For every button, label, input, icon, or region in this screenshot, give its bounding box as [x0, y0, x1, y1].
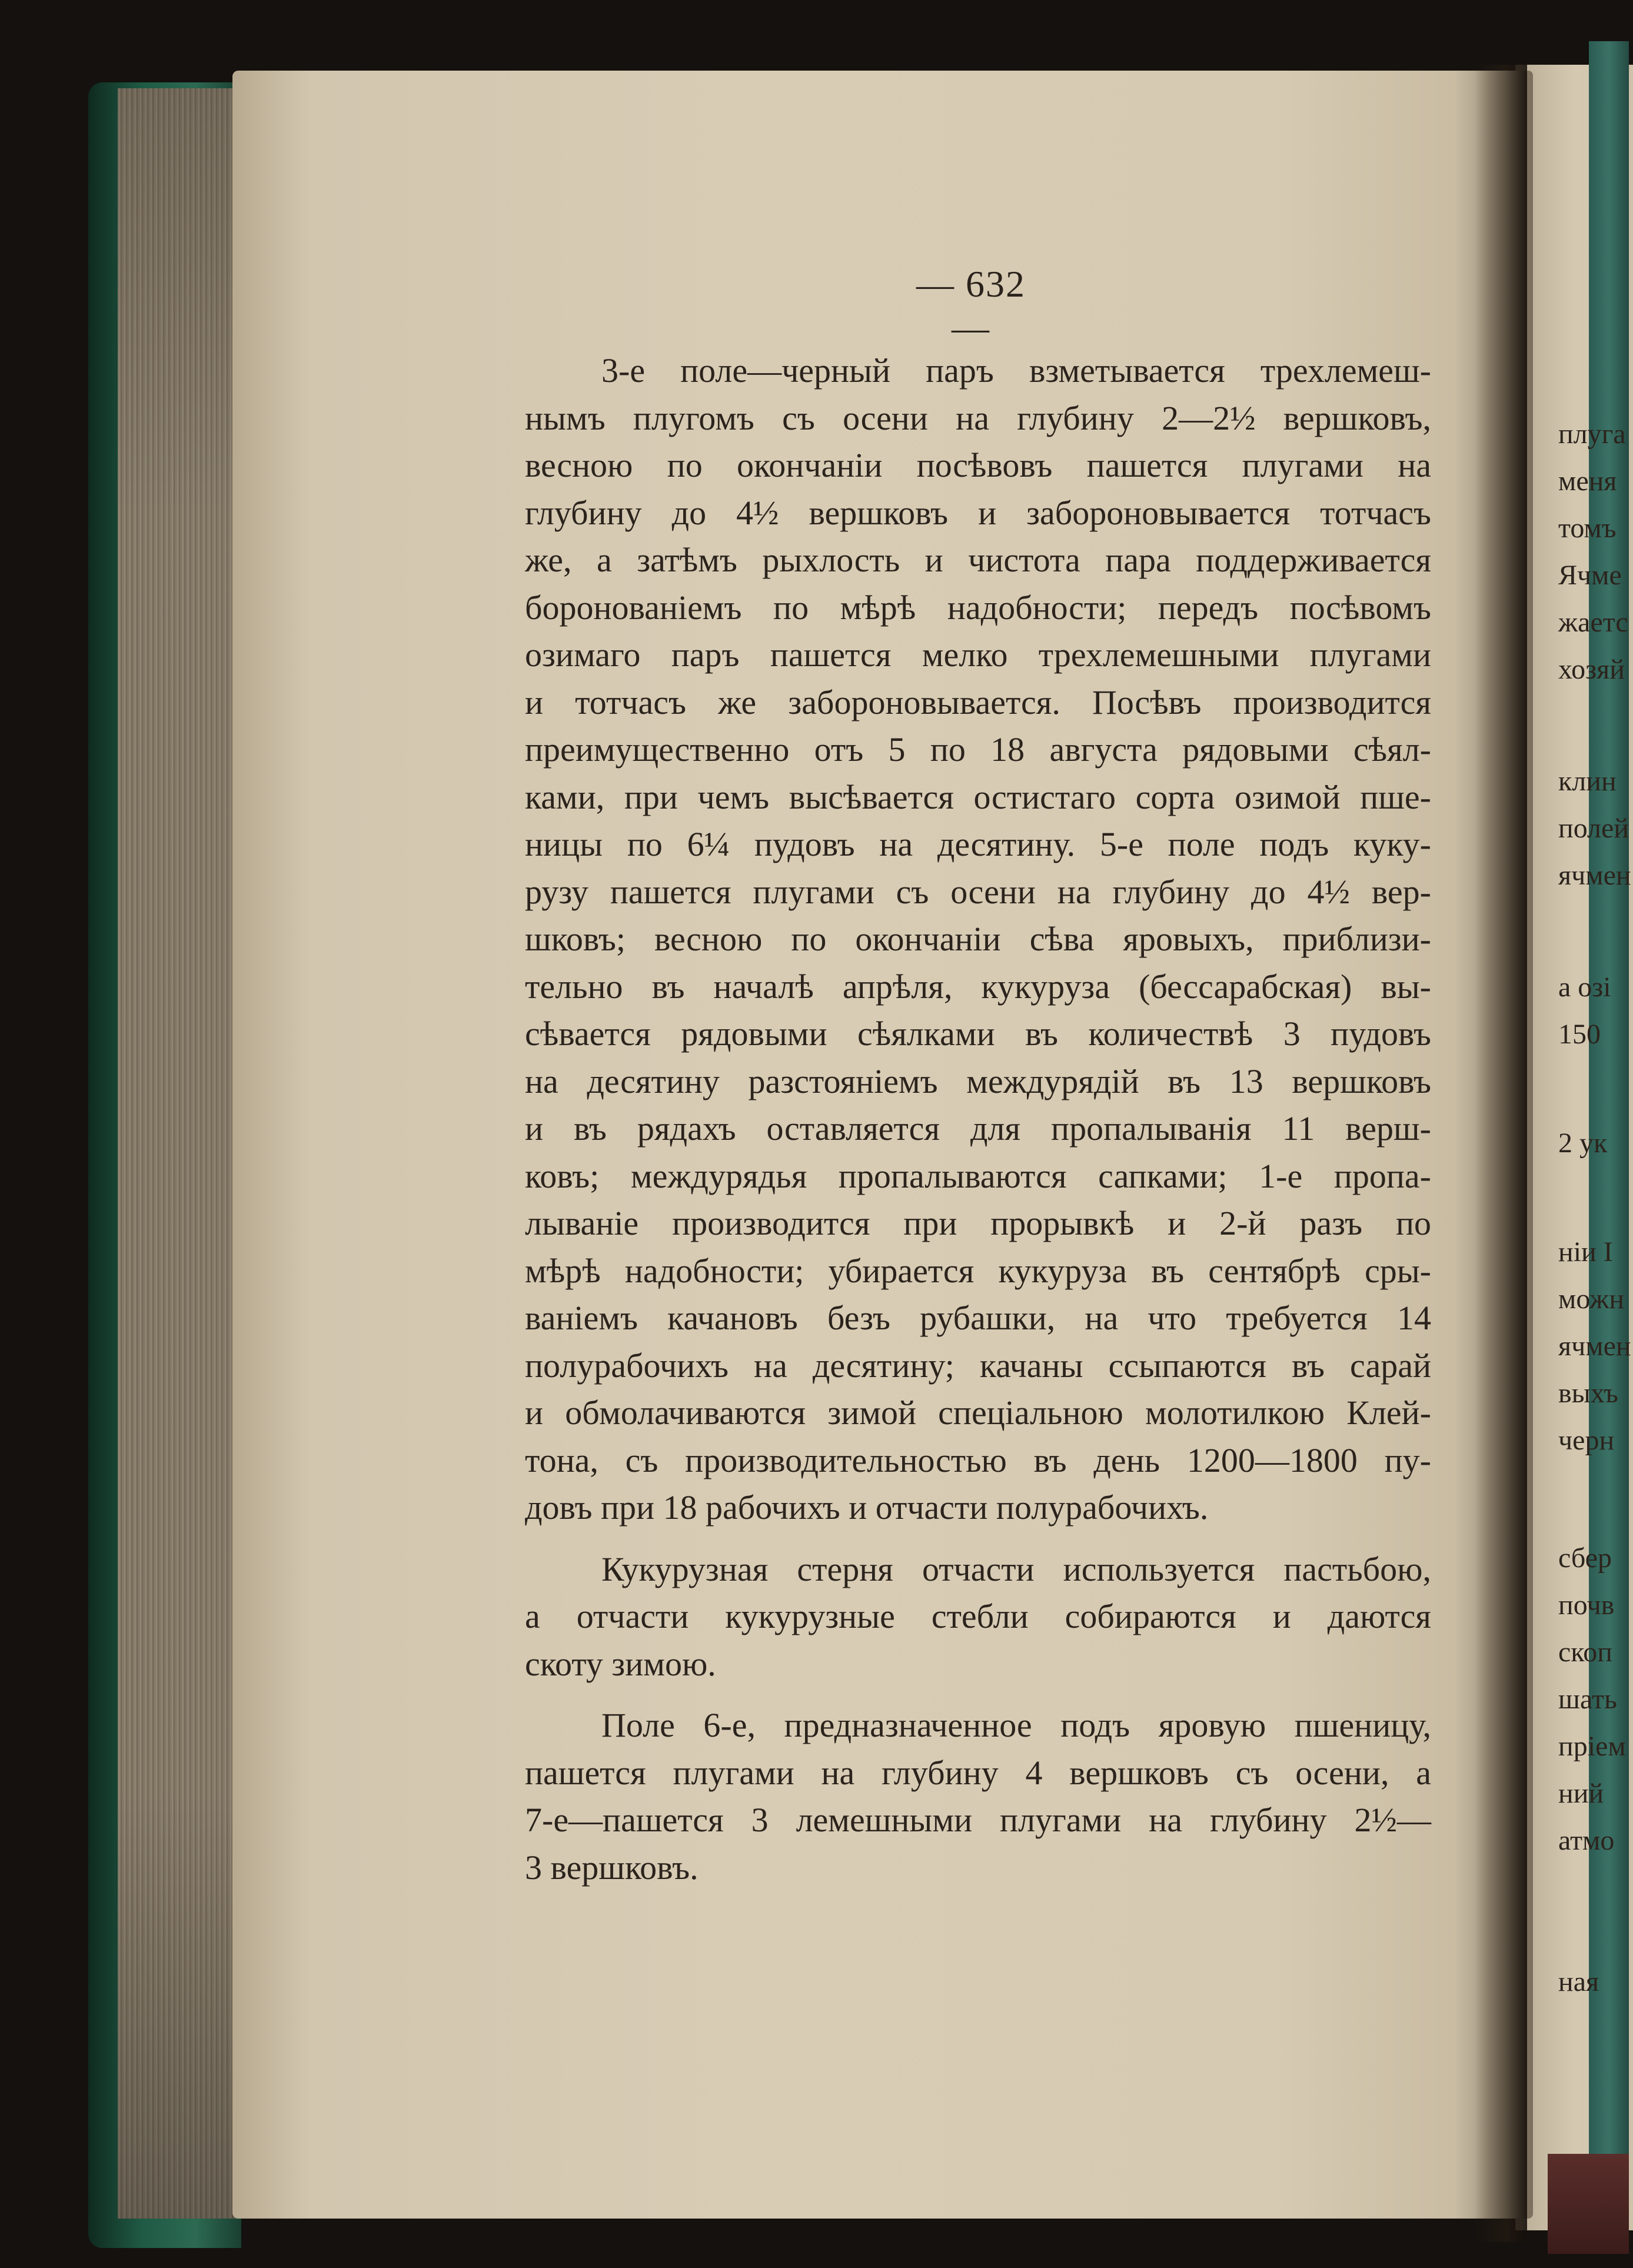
- text-line: и въ рядахъ оставляется для пропалыванiя 11 верш-: [525, 1109, 1431, 1148]
- next-page-text-fragment: сбер: [1558, 1542, 1612, 1574]
- text-line: шковъ; весною по окончанiи сѣва яровыхъ, приблизи-: [525, 920, 1431, 958]
- next-page-text-fragment: ний: [1558, 1778, 1604, 1809]
- text-line: 3 вершковъ.: [525, 1848, 699, 1887]
- next-page-text-fragment: выхъ: [1558, 1378, 1618, 1409]
- next-page-text-fragment: а озі: [1558, 972, 1611, 1003]
- next-page-text-fragment: ячмен: [1558, 1331, 1631, 1362]
- next-page-text-fragment: меня: [1558, 465, 1617, 497]
- text-line: ковъ; междурядья пропалываются сапками; 1-е пропа-: [525, 1156, 1431, 1195]
- page-edges: [118, 88, 247, 2219]
- text-line: ницы по 6¼ пудовъ на десятину. 5-е поле подъ куку-: [525, 825, 1431, 863]
- next-page-text-fragment: черн: [1558, 1425, 1615, 1456]
- text-line: на десятину разстоянiемъ междурядiй въ 13 вершковъ: [525, 1062, 1431, 1100]
- text-line: пашется плугами на глубину 4 вершковъ съ осени, а: [525, 1753, 1431, 1792]
- next-page-text-fragment: плуга: [1558, 418, 1626, 450]
- text-line: тельно въ началѣ апрѣля, кукуруза (бессарабская) вы-: [525, 967, 1431, 1006]
- text-line: Кукурузная стерня отчасти используется пастьбою,: [601, 1549, 1431, 1588]
- paragraph-gap: [525, 1532, 1431, 1546]
- text-line: довъ при 18 рабочихъ и отчасти полурабочихъ.: [525, 1488, 1209, 1527]
- page-body-text: [525, 347, 1431, 1891]
- next-page-text-fragment: 150: [1558, 1019, 1601, 1050]
- next-page-text-fragment: хозяй: [1558, 654, 1625, 685]
- next-page-text-fragment: Ячме: [1558, 560, 1622, 591]
- next-page-text: [1554, 0, 1631, 2268]
- text-line: преимущественно отъ 5 по 18 августа рядовыми сѣял-: [525, 730, 1431, 769]
- next-page-text-fragment: скоп: [1558, 1637, 1612, 1668]
- text-line: ками, при чемъ высѣвается остистаго сорта озимой пше-: [525, 777, 1431, 816]
- text-line: весною по окончанiи посѣвовъ пашется плугами на: [525, 446, 1431, 484]
- text-line: 3-е поле—черный паръ взметывается трехлемеш-: [601, 351, 1431, 390]
- paragraph-gap: [525, 1688, 1431, 1702]
- text-line: и обмолачиваются зимой спецiальною молотилкою Клей-: [525, 1394, 1431, 1432]
- text-line: же, а затѣмъ рыхлость и чистота пара поддерживается: [525, 541, 1431, 579]
- text-line: а отчасти кукурузные стебли собираются и даются: [525, 1597, 1431, 1635]
- next-page-text-fragment: можн: [1558, 1283, 1625, 1315]
- text-line: лыванiе производится при прорывкѣ и 2-й разъ по: [525, 1204, 1431, 1242]
- next-page-text-fragment: почв: [1558, 1589, 1615, 1621]
- text-line: нымъ плугомъ съ осени на глубину 2—2½ вершковъ,: [525, 398, 1431, 437]
- text-line: тона, съ производительностью въ день 1200—1800 пу-: [525, 1441, 1431, 1479]
- next-page-text-fragment: 2 ук: [1558, 1128, 1608, 1159]
- text-line: скоту зимою.: [525, 1644, 716, 1683]
- next-page-text-fragment: клин: [1558, 766, 1617, 797]
- text-line: рузу пашется плугами съ осени на глубину до 4½ вер-: [525, 872, 1431, 911]
- next-page-text-fragment: атмо: [1558, 1825, 1615, 1856]
- text-line: ванiемъ качановъ безъ рубашки, на что требуется 14: [525, 1299, 1431, 1337]
- page-gutter-shadow: [1474, 65, 1527, 2242]
- next-page-text-fragment: полей: [1558, 813, 1629, 844]
- text-line: озимаго паръ пашется мелко трехлемешными плугами: [525, 636, 1431, 674]
- text-line: глубину до 4½ вершковъ и забороновывается тотчасъ: [525, 493, 1431, 532]
- next-page-text-fragment: нiи I: [1558, 1236, 1613, 1268]
- next-page-text-fragment: ная: [1558, 1966, 1599, 1997]
- page-number: — 632 —: [916, 263, 1026, 348]
- text-line: 7-е—пашется 3 лемешными плугами на глубину 2½—: [525, 1801, 1431, 1839]
- text-line: мѣрѣ надобности; убирается кукуруза въ сентябрѣ сры-: [525, 1251, 1431, 1290]
- next-page-text-fragment: шать: [1558, 1684, 1617, 1715]
- text-line: Поле 6-е, предназначенное подъ яровую пшеницу,: [601, 1706, 1431, 1744]
- text-line: и тотчасъ же забороновывается. Посѣвъ производится: [525, 683, 1431, 721]
- next-page-text-fragment: жаетс: [1558, 607, 1628, 638]
- next-page-text-fragment: томъ: [1558, 513, 1617, 544]
- text-line: боронованiемъ по мѣрѣ надобности; передъ посѣвомъ: [525, 588, 1431, 627]
- text-line: сѣвается рядовыми сѣялками въ количествѣ 3 пудовъ: [525, 1015, 1431, 1053]
- next-page-text-fragment: ячмен: [1558, 860, 1631, 891]
- next-page-text-fragment: прiем: [1558, 1731, 1626, 1762]
- text-line: полурабочихъ на десятину; качаны ссыпаются въ сарай: [525, 1346, 1431, 1385]
